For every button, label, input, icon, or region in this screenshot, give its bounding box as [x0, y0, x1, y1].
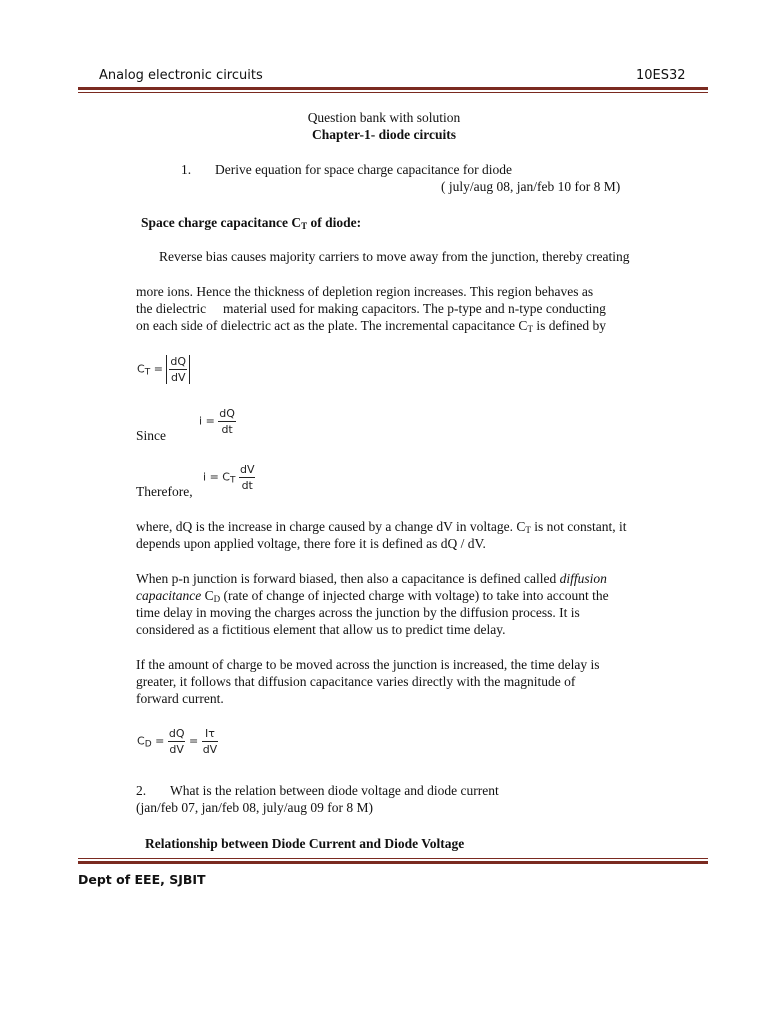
section-heading: Space charge capacitance $C_T$ of diode:: [141, 215, 362, 231]
section-heading: Relationship between Diode Current and Diode Voltage: [145, 836, 465, 851]
therefore-label: Therefore,: [136, 484, 193, 499]
paragraph-line: the dielectric material used for making capacitors. The p-type and n-type conducting: [136, 301, 606, 316]
equation-ct: $C_T$ = $\frac{dQ}{dV}$: [137, 355, 190, 384]
equation-cd: $C_D$ = $\frac{dQ}{dV}$ = $\frac{I\tau}{dV}$: [137, 727, 218, 756]
question-reference: ( july/aug 08, jan/feb 10 for 8 M): [441, 179, 621, 194]
paragraph-line: on each side of dielectric act as the plate. The incremental capacitance $C_T$ is defined by: [136, 318, 607, 334]
paragraph-line: considered as a fictitious element that allow us to predict time delay.: [136, 622, 506, 637]
question-text: What is the relation between diode voltage and diode current: [170, 783, 499, 798]
header-rule-thin: [78, 92, 708, 93]
running-header-title: Analog electronic circuits: [99, 68, 263, 83]
footer-department: Dept of EEE, SJBIT: [78, 872, 206, 887]
question-number: 2.: [136, 783, 147, 798]
paragraph-line: capacitance $C_D$ (rate of change of injected charge with voltage) to take into account the: [136, 588, 609, 604]
equation-current: i = $\frac{dQ}{dt}$: [199, 407, 235, 436]
question-reference: (jan/feb 07, jan/feb 08, july/aug 09 for 8 M): [136, 800, 373, 815]
paragraph-line: where, dQ is the increase in charge caused by a change dV in voltage. $C_T$ is not constant, it: [136, 519, 627, 535]
footer-rule-thin: [78, 858, 708, 859]
chapter-title: Chapter-1- diode circuits: [312, 127, 456, 142]
course-code: 10ES32: [636, 68, 686, 83]
paragraph-line: If the amount of charge to be moved across the junction is increased, the time delay is: [136, 657, 600, 672]
paragraph-line: greater, it follows that diffusion capacitance varies directly with the magnitude of: [136, 674, 576, 689]
paragraph-line: Reverse bias causes majority carriers to move away from the junction, thereby creating: [159, 249, 630, 264]
equation-current-ct: $i = C_T$ $\frac{dV}{dt}$: [203, 463, 255, 492]
paragraph-line: time delay in moving the charges across the junction by the diffusion process. It is: [136, 605, 580, 620]
footer-rule-thick: [78, 861, 708, 864]
paragraph-line: more ions. Hence the thickness of depletion region increases. This region behaves as: [136, 284, 594, 299]
question-number: 1.: [181, 162, 192, 177]
question-text: Derive equation for space charge capacitance for diode: [215, 162, 512, 177]
paragraph-line: depends upon applied voltage, there fore it is defined as dQ / dV.: [136, 536, 486, 551]
paragraph-line: forward current.: [136, 691, 224, 706]
paragraph-line: When p-n junction is forward biased, then also a capacitance is defined called diffusion: [136, 571, 607, 586]
since-label: Since: [136, 428, 166, 443]
doc-title: Question bank with solution: [307, 110, 461, 125]
header-rule-thick: [78, 87, 708, 90]
